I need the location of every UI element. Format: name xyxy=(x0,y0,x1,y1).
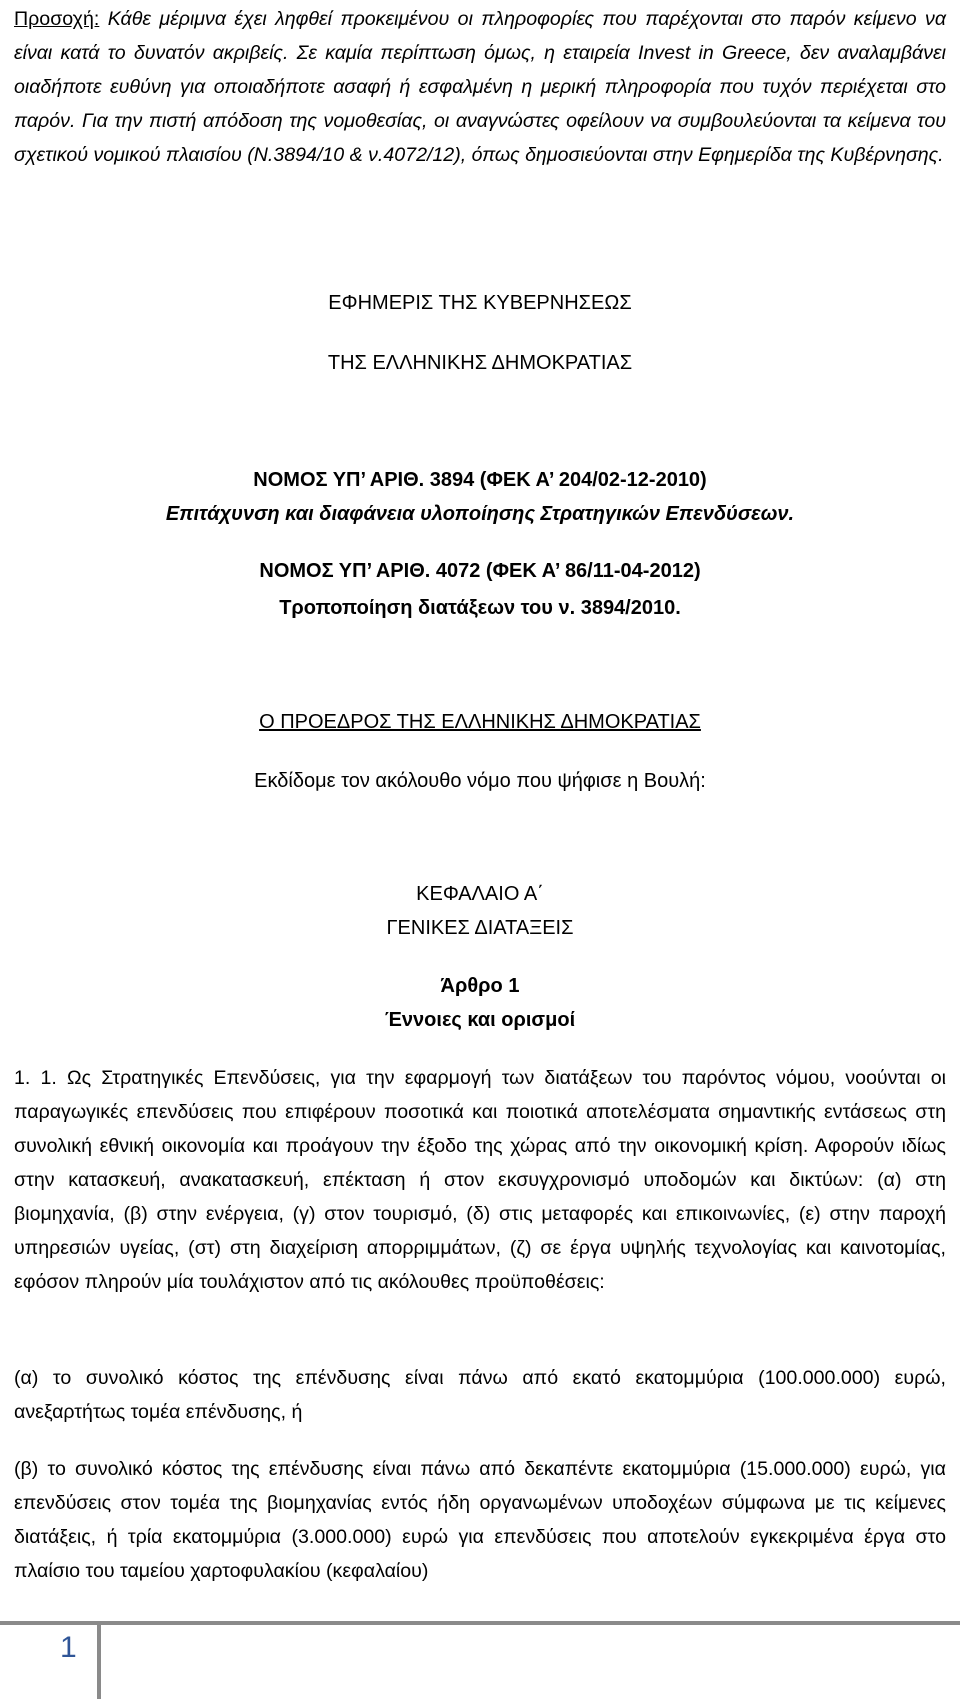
footer-rule xyxy=(0,1621,960,1625)
article-title: Έννοιες και ορισμοί xyxy=(384,1009,576,1031)
article-label: Άρθρο 1 xyxy=(440,975,520,997)
enactment-formula: Εκδίδομε τον ακόλουθο νόμο που ψήφισε η Βουλή: xyxy=(254,770,706,792)
gazette-title-line1: ΕΦΗΜΕΡΙΣ ΤΗΣ ΚΥΒΕΡΝΗΣΕΩΣ xyxy=(328,292,632,314)
law-3894-title: Επιτάχυνση και διαφάνεια υλοποίησης Στρατηγικών Επενδύσεων. xyxy=(165,503,795,525)
president-heading: Ο ΠΡΟΕΔΡΟΣ ΤΗΣ ΕΛΛΗΝΙΚΗΣ ΔΗΜΟΚΡΑΤΙΑΣ xyxy=(259,711,701,733)
page-number: 1 xyxy=(60,1631,77,1664)
paragraph-1: 1. 1. Ως Στρατηγικές Επενδύσεις, για την εφαρμογή των διατάξεων του παρόντος νόμου, νοούνται οι παραγωγικές επενδύσεις που επιφέρουν ποσοτικά και ποιοτικά αποτελέσματα σημαντικής εντάσεως στη συνολική εθνική οικονομία και προάγουν την έξοδο της χώρας από την οικονομική κρίση. Αφορούν ιδίως στην κατασκευή, ανακατασκευή, επέκταση ή στον εκσυγχρονισμό υποδομών και δικτύων: (α) στη βιομηχανία, (β) στην ενέργεια, (γ) στον τουρισμό, (δ) στις μεταφορές και επικοινωνίες, (ε) στην παροχή υπηρεσιών υγείας, (στ) στη διαχείριση απορριμμάτων, (ζ) σε έργα υψηλής τεχνολογίας και καινοτομίας, εφόσον πληρούν μία τουλάχιστον από τις ακόλουθες προϋποθέσεις: xyxy=(14,1067,946,1293)
paragraph-b: (β) το συνολικό κόστος της επένδυσης είναι πάνω από δεκαπέντε εκατομμύρια (15.000.000) ευρώ, για επενδύσεις στον τομέα της βιομηχανίας εντός ήδη οργανωμένων υποδοχέων σύμφωνα με τις κείμενες διατάξεις, ή τρία εκατομμύρια (3.000.000) ευρώ για επενδύσεις που αποτελούν εγκεκριμένα έργα στο πλαίσιο του ταμείου χαρτοφυλακίου (κεφαλαίου) xyxy=(14,1458,946,1582)
chapter-title: ΓΕΝΙΚΕΣ ΔΙΑΤΑΞΕΙΣ xyxy=(386,917,574,939)
law-4072-number: ΝΟΜΟΣ ΥΠ’ ΑΡΙΘ. 4072 (ΦΕΚ Α’ 86/11-04-2012) xyxy=(259,560,701,582)
law-4072-title: Τροποποίηση διατάξεων του ν. 3894/2010. xyxy=(279,597,681,619)
disclaimer xyxy=(14,2,946,172)
gazette-title-line2: ΤΗΣ ΕΛΛΗΝΙΚΗΣ ΔΗΜΟΚΡΑΤΙΑΣ xyxy=(327,352,633,374)
disclaimer-label: Προσοχή: xyxy=(14,8,100,30)
paragraph-a: (α) το συνολικό κόστος της επένδυσης είναι πάνω από εκατό εκατομμύρια (100.000.000) ευρώ, ανεξαρτήτως τομέα επένδυσης, ή xyxy=(14,1367,946,1423)
law-3894-number: ΝΟΜΟΣ ΥΠ’ ΑΡΙΘ. 3894 (ΦΕΚ Α’ 204/02-12-2010) xyxy=(253,469,707,491)
chapter-label: ΚΕΦΑΛΑΙΟ Α΄ xyxy=(416,883,544,905)
disclaimer-text: Κάθε μέριμνα έχει ληφθεί προκειμένου οι πληροφορίες που παρέχονται στο παρόν κείμενο να είναι κατά το δυνατόν ακριβείς. Σε καμία περίπτωση όμως, η εταιρεία Invest in Greece, δεν αναλαμβάνει οιαδήποτε ευθύνη για οποιαδήποτε ασαφή ή εσφαλμένη η μερική πληροφορία που τυχόν περιέχεται στο παρόν. Για την πιστή απόδοση της νομοθεσίας, οι αναγνώστες οφείλουν να συμβουλεύονται τα κείμενα του σχετικού νομικού πλαισίου (Ν.3894/10 & ν.4072/12), όπως δημοσιεύονται στην Εφημερίδα της Κυβέρνησης. xyxy=(14,8,946,166)
footer-divider xyxy=(97,1621,101,1699)
